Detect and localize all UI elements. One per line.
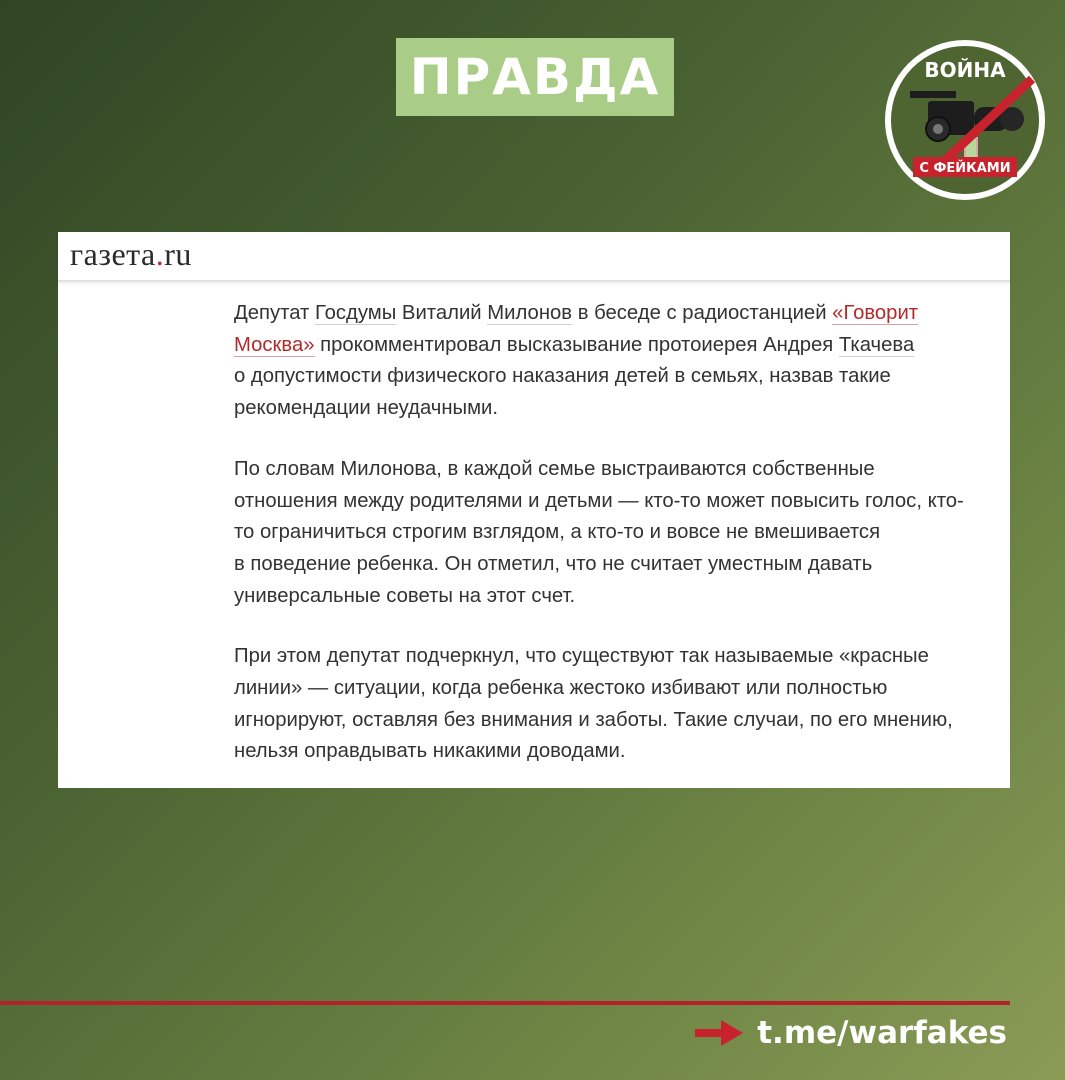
article-body	[234, 298, 1009, 797]
text-fragment: Депутат	[234, 302, 315, 324]
text-line: линии» — ситуации, когда ребенка жестоко избивают или полностью	[234, 677, 888, 700]
text-fragment: Виталий	[396, 302, 488, 324]
text-line: отношения между родителями и детьми — кто-то может повысить голос, кто-	[234, 489, 964, 512]
article-card	[58, 232, 1010, 788]
paragraph-3	[234, 641, 1009, 768]
text-line: в поведение ребенка. Он отметил, что не считает уместным давать	[234, 552, 873, 575]
verdict-badge	[396, 38, 674, 116]
site-name-dot: .	[155, 236, 165, 272]
footer	[695, 1015, 1007, 1051]
red-divider	[0, 1001, 1010, 1005]
text-line: игнорируют, оставляя без внимания и заботы. Такие случаи, по его мнению,	[234, 708, 953, 731]
site-header	[58, 232, 1010, 282]
logo-bottom-text: С ФЕЙКАМИ	[919, 161, 1011, 176]
channel-logo	[882, 37, 1048, 203]
text-line: нельзя оправдывать никакими доводами.	[234, 740, 626, 763]
link-govorit-moskva[interactable]: «Говорит	[832, 302, 919, 324]
link-gosduma[interactable]: Госдумы	[314, 302, 397, 324]
link-milonov[interactable]: Милонов	[487, 302, 573, 324]
link-govorit-moskva-cont[interactable]: Москва»	[234, 333, 315, 356]
text-fragment: в беседе с радиостанцией	[572, 302, 833, 324]
text-line: универсальные советы на этот счет.	[234, 584, 576, 607]
channel-link[interactable]: t.me/warfakes	[757, 1015, 1007, 1051]
text-line: о допустимости физического наказания детей в семьях, назвав такие	[234, 365, 891, 388]
logo-top-text: ВОЙНА	[924, 58, 1006, 82]
text-line: По словам Милонова, в каждой семье выстраиваются собственные	[234, 457, 875, 480]
text-fragment: прокомментировал высказывание протоиерея Андрея	[314, 333, 839, 356]
site-name-part1: газета	[70, 236, 156, 272]
site-name-part2: ru	[164, 236, 192, 272]
text-line: то ограничиться строгим взглядом, а кто-то и вовсе не вмешивается	[234, 521, 881, 544]
text-line: При этом депутат подчеркнул, что существуют так называемые «красные	[234, 645, 929, 668]
text-line	[234, 330, 1009, 362]
arrow-right-icon	[695, 1020, 743, 1046]
link-tkachev[interactable]: Ткачева	[838, 333, 915, 356]
verdict-label: ПРАВДА	[409, 48, 661, 106]
paragraph-2	[234, 454, 1009, 613]
paragraph-1	[234, 298, 1009, 425]
site-logo[interactable]	[70, 236, 192, 273]
text-line: рекомендации неудачными.	[234, 397, 499, 420]
text-line	[234, 298, 1009, 330]
